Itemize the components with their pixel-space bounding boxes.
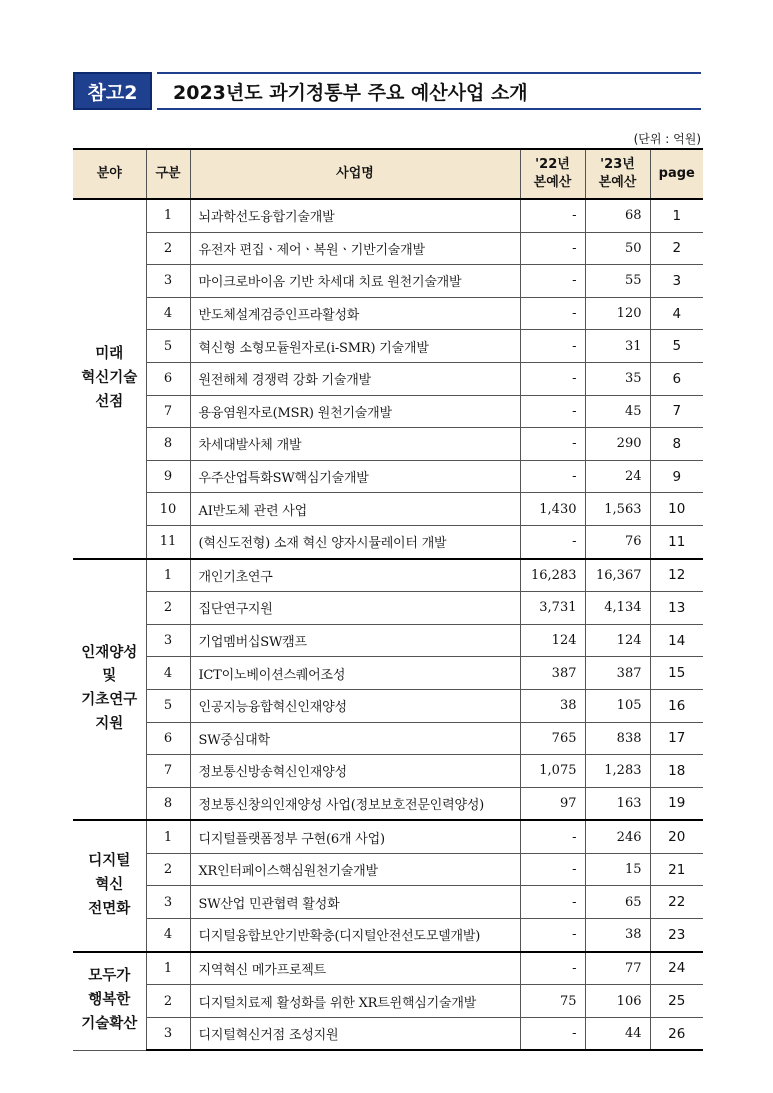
project-name: 디지털융합보안기반확충(디지털안전선도모델개발) [190, 919, 520, 952]
row-number: 4 [146, 919, 190, 952]
budget-table [73, 148, 703, 1051]
page-number: 17 [650, 722, 703, 755]
budget-23-value: 16,367 [585, 559, 650, 592]
field-label-line: 인재양성 [81, 644, 138, 661]
table-row [73, 624, 703, 657]
budget-22-value: 765 [520, 722, 585, 755]
table-row [73, 820, 703, 853]
project-name: 기업멤버십SW캠프 [190, 624, 520, 657]
project-name: 마이크로바이옴 기반 차세대 치료 원천기술개발 [190, 265, 520, 298]
table-row [73, 297, 703, 330]
budget-23-value: 290 [585, 428, 650, 461]
page-number: 2 [650, 232, 703, 265]
budget-22-value: - [520, 853, 585, 886]
table-row [73, 1017, 703, 1050]
page-number: 13 [650, 592, 703, 625]
header-budget-22-year: '22년 [535, 157, 570, 173]
field-cell [73, 952, 146, 1051]
page-number: 6 [650, 362, 703, 395]
budget-23-value: 105 [585, 689, 650, 722]
budget-23-value: 45 [585, 395, 650, 428]
row-number: 1 [146, 199, 190, 232]
table-row [73, 722, 703, 755]
budget-23-value: 124 [585, 624, 650, 657]
budget-22-value: - [520, 460, 585, 493]
row-number: 4 [146, 657, 190, 690]
page-number: 11 [650, 525, 703, 558]
budget-22-value: - [520, 952, 585, 985]
project-name: 디지털플랫폼정부 구현(6개 사업) [190, 820, 520, 853]
page-number: 24 [650, 952, 703, 985]
project-name: AI반도체 관련 사업 [190, 493, 520, 526]
header-budget-23-label: 본예산 [598, 175, 637, 190]
budget-23-value: 120 [585, 297, 650, 330]
budget-22-value: 1,430 [520, 493, 585, 526]
table-row [73, 199, 703, 232]
table-row [73, 460, 703, 493]
project-name: 유전자 편집ㆍ제어ㆍ복원ㆍ기반기술개발 [190, 232, 520, 265]
budget-22-value: - [520, 232, 585, 265]
table-body [73, 199, 703, 1050]
budget-23-value: 4,134 [585, 592, 650, 625]
budget-23-value: 163 [585, 787, 650, 820]
row-number: 10 [146, 493, 190, 526]
budget-23-value: 1,283 [585, 755, 650, 788]
budget-23-value: 65 [585, 886, 650, 919]
field-label-line: 지원 [95, 716, 124, 733]
page-number: 25 [650, 985, 703, 1018]
project-name: 개인기초연구 [190, 559, 520, 592]
field-label-line: 미래 [95, 345, 124, 362]
header-project-name: 사업명 [190, 149, 520, 199]
page-number: 1 [650, 199, 703, 232]
field-label-line: 혁신기술 [81, 369, 138, 386]
row-number: 2 [146, 853, 190, 886]
table-row [73, 787, 703, 820]
budget-22-value: 75 [520, 985, 585, 1018]
field-label-line: 기초연구 [81, 692, 138, 709]
table-row [73, 952, 703, 985]
row-number: 2 [146, 232, 190, 265]
project-name: SW중심대학 [190, 722, 520, 755]
budget-23-value: 44 [585, 1017, 650, 1050]
budget-22-value: - [520, 428, 585, 461]
table-row [73, 265, 703, 298]
field-label-line: 기술확산 [81, 1016, 138, 1033]
budget-23-value: 50 [585, 232, 650, 265]
budget-22-value: - [520, 362, 585, 395]
header-budget-23 [585, 149, 650, 199]
project-name: 차세대발사체 개발 [190, 428, 520, 461]
page-number: 3 [650, 265, 703, 298]
project-name: 혁신형 소형모듈원자로(i-SMR) 기술개발 [190, 330, 520, 363]
header-page: page [650, 149, 703, 199]
page-number: 7 [650, 395, 703, 428]
budget-22-value: 1,075 [520, 755, 585, 788]
table-row [73, 493, 703, 526]
reference-badge: 참고2 [73, 72, 152, 110]
field-cell [73, 559, 146, 821]
budget-22-value: - [520, 886, 585, 919]
table-row [73, 559, 703, 592]
budget-22-value: - [520, 395, 585, 428]
table-row [73, 525, 703, 558]
table-row [73, 657, 703, 690]
row-number: 1 [146, 952, 190, 985]
project-name: 반도체설계검증인프라활성화 [190, 297, 520, 330]
budget-22-value: - [520, 330, 585, 363]
budget-22-value: 124 [520, 624, 585, 657]
row-number: 2 [146, 592, 190, 625]
field-label-line: 디지털 [88, 853, 131, 870]
budget-22-value: 3,731 [520, 592, 585, 625]
budget-23-value: 77 [585, 952, 650, 985]
budget-23-value: 106 [585, 985, 650, 1018]
page-title: 2023년도 과기정통부 주요 예산사업 소개 [157, 72, 701, 110]
budget-23-value: 838 [585, 722, 650, 755]
budget-23-value: 15 [585, 853, 650, 886]
project-name: ICT이노베이션스퀘어조성 [190, 657, 520, 690]
budget-22-value: - [520, 525, 585, 558]
row-number: 5 [146, 330, 190, 363]
row-number: 11 [146, 525, 190, 558]
row-number: 6 [146, 722, 190, 755]
header-budget-22-label: 본예산 [533, 175, 572, 190]
field-label-line: 전면화 [88, 900, 131, 917]
page-header [73, 72, 701, 110]
budget-23-value: 387 [585, 657, 650, 690]
page-number: 8 [650, 428, 703, 461]
project-name: 뇌과학선도융합기술개발 [190, 199, 520, 232]
header-budget-22 [520, 149, 585, 199]
table-row [73, 428, 703, 461]
table-row [73, 689, 703, 722]
page-number: 5 [650, 330, 703, 363]
table-row [73, 362, 703, 395]
field-cell [73, 199, 146, 559]
row-number: 3 [146, 265, 190, 298]
page-number: 22 [650, 886, 703, 919]
page-number: 20 [650, 820, 703, 853]
row-number: 3 [146, 886, 190, 919]
row-number: 5 [146, 689, 190, 722]
page-number: 18 [650, 755, 703, 788]
page-number: 9 [650, 460, 703, 493]
budget-22-value: - [520, 297, 585, 330]
field-label-line: 및 [102, 668, 117, 685]
page-number: 26 [650, 1017, 703, 1050]
project-name: (혁신도전형) 소재 혁신 양자시뮬레이터 개발 [190, 525, 520, 558]
header-field: 분야 [73, 149, 146, 199]
field-label-line: 선점 [95, 393, 124, 410]
page-number: 10 [650, 493, 703, 526]
page-number: 4 [650, 297, 703, 330]
table-row [73, 592, 703, 625]
row-number: 7 [146, 395, 190, 428]
page-number: 12 [650, 559, 703, 592]
field-cell [73, 820, 146, 951]
budget-22-value: - [520, 820, 585, 853]
row-number: 6 [146, 362, 190, 395]
budget-22-value: - [520, 1017, 585, 1050]
page-number: 19 [650, 787, 703, 820]
budget-23-value: 1,563 [585, 493, 650, 526]
budget-23-value: 38 [585, 919, 650, 952]
project-name: 정보통신방송혁신인재양성 [190, 755, 520, 788]
project-name: SW산업 민관협력 활성화 [190, 886, 520, 919]
project-name: 디지털치료제 활성화를 위한 XR트윈핵심기술개발 [190, 985, 520, 1018]
row-number: 3 [146, 624, 190, 657]
budget-23-value: 68 [585, 199, 650, 232]
page-number: 23 [650, 919, 703, 952]
budget-23-value: 31 [585, 330, 650, 363]
row-number: 8 [146, 428, 190, 461]
row-number: 8 [146, 787, 190, 820]
project-name: XR인터페이스핵심원천기술개발 [190, 853, 520, 886]
table-row [73, 395, 703, 428]
table-row [73, 886, 703, 919]
field-label-line: 모두가 [88, 968, 131, 985]
row-number: 1 [146, 559, 190, 592]
budget-23-value: 35 [585, 362, 650, 395]
table-row [73, 853, 703, 886]
project-name: 디지털혁신거점 조성지원 [190, 1017, 520, 1050]
table-row [73, 232, 703, 265]
budget-22-value: - [520, 919, 585, 952]
budget-22-value: 387 [520, 657, 585, 690]
row-number: 2 [146, 985, 190, 1018]
project-name: 지역혁신 메가프로젝트 [190, 952, 520, 985]
page-number: 15 [650, 657, 703, 690]
project-name: 정보통신창의인재양성 사업(정보보호전문인력양성) [190, 787, 520, 820]
budget-22-value: 16,283 [520, 559, 585, 592]
project-name: 원전해체 경쟁력 강화 기술개발 [190, 362, 520, 395]
budget-23-value: 76 [585, 525, 650, 558]
budget-22-value: 97 [520, 787, 585, 820]
page-number: 21 [650, 853, 703, 886]
project-name: 용융염원자로(MSR) 원천기술개발 [190, 395, 520, 428]
table-row [73, 755, 703, 788]
budget-23-value: 246 [585, 820, 650, 853]
row-number: 7 [146, 755, 190, 788]
header-category: 구분 [146, 149, 190, 199]
project-name: 집단연구지원 [190, 592, 520, 625]
field-label-line: 행복한 [88, 992, 131, 1009]
field-label-line: 혁신 [95, 877, 124, 893]
table-row [73, 919, 703, 952]
budget-22-value: - [520, 265, 585, 298]
project-name: 인공지능융합혁신인재양성 [190, 689, 520, 722]
unit-note: (단위 : 억원) [633, 132, 701, 146]
row-number: 1 [146, 820, 190, 853]
row-number: 4 [146, 297, 190, 330]
budget-23-value: 55 [585, 265, 650, 298]
budget-22-value: 38 [520, 689, 585, 722]
row-number: 9 [146, 460, 190, 493]
budget-23-value: 24 [585, 460, 650, 493]
header-budget-23-year: '23년 [600, 157, 635, 173]
table-row [73, 330, 703, 363]
budget-22-value: - [520, 199, 585, 232]
page-number: 14 [650, 624, 703, 657]
row-number: 3 [146, 1017, 190, 1050]
table-header-row [73, 149, 703, 199]
table-row [73, 985, 703, 1018]
page-number: 16 [650, 689, 703, 722]
project-name: 우주산업특화SW핵심기술개발 [190, 460, 520, 493]
